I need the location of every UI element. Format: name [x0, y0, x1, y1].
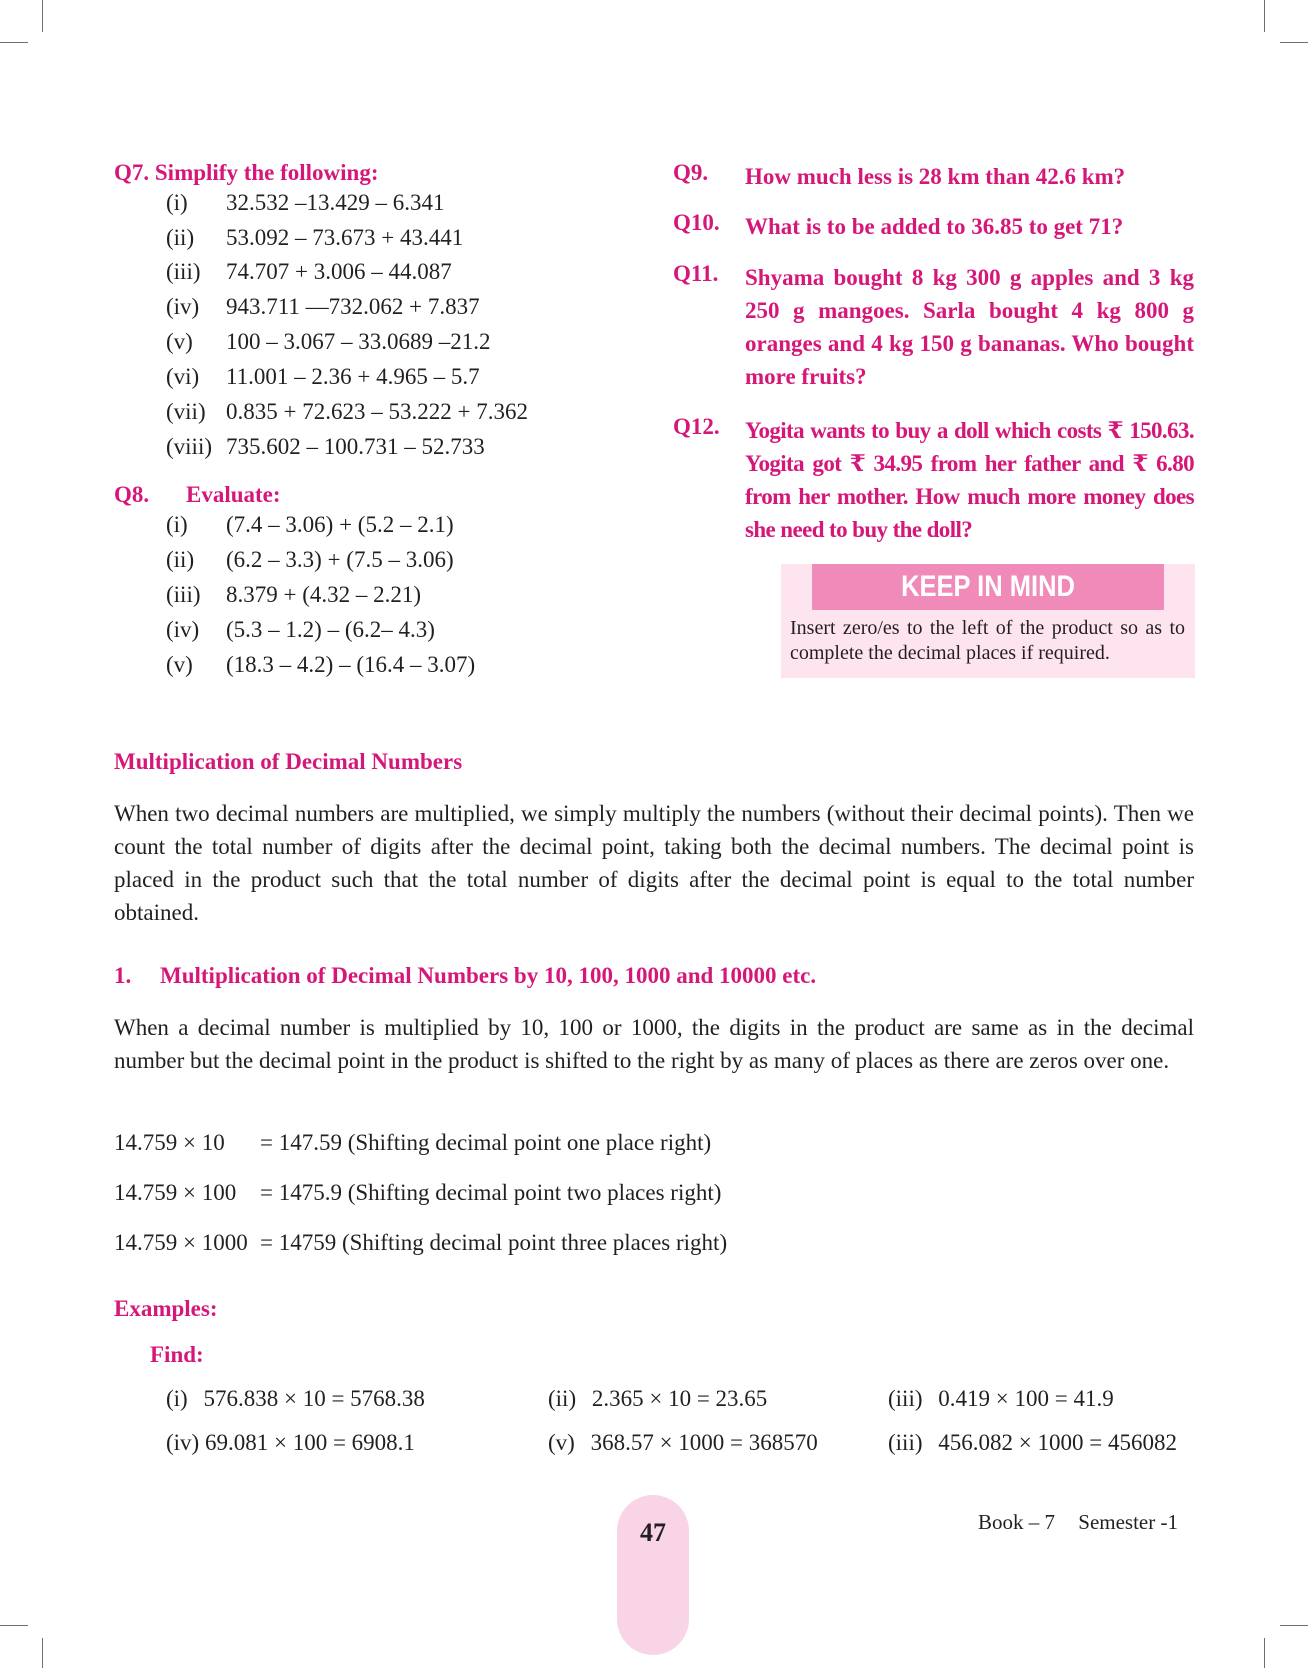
equation-row: 14.759 × 100 = 1475.9 (Shifting decimal point two places right)	[114, 1180, 722, 1205]
crop-mark	[1280, 1625, 1308, 1626]
crop-mark	[1280, 42, 1308, 43]
example-item: (iv) 69.081 × 100 = 6908.1	[166, 1430, 415, 1455]
multiplication-heading: Multiplication of Decimal Numbers	[114, 749, 463, 774]
q9-number: Q9.	[673, 160, 709, 185]
keep-in-mind-text: Insert zero/es to the left of the product so as to complete the decimal places if required.	[790, 617, 1185, 664]
example-item: (iii) 456.082 × 1000 = 456082	[888, 1430, 1177, 1455]
page-number: 47	[640, 1518, 666, 1547]
example-item: (iii) 0.419 × 100 = 41.9	[888, 1386, 1114, 1411]
find-label: Find:	[150, 1342, 204, 1367]
crop-mark	[0, 42, 28, 43]
equation-row: 14.759 × 10 = 147.59 (Shifting decimal point one place right)	[114, 1130, 712, 1155]
book-label	[978, 1510, 1178, 1535]
crop-mark	[1264, 0, 1265, 32]
q11-number: Q11.	[673, 261, 719, 286]
q12-number: Q12.	[673, 414, 720, 439]
book-number: Book – 7	[978, 1510, 1056, 1534]
example-item: (v) 368.57 × 1000 = 368570	[548, 1430, 818, 1455]
example-item: (ii) 2.365 × 10 = 23.65	[548, 1386, 768, 1411]
examples-heading: Examples:	[114, 1296, 218, 1321]
q11-text: Shyama bought 8 kg 300 g apples and 3 kg 250 g mangoes. Sarla bought 4 kg 800 g oranges and 4 kg 150 g bananas. Who bought more fruits?	[745, 265, 1194, 389]
q10-number: Q10.	[673, 210, 720, 235]
q8-heading: Evaluate:	[186, 482, 281, 507]
crop-mark	[0, 1625, 28, 1626]
crop-mark	[1264, 1638, 1265, 1668]
section-1-paragraph: When a decimal number is multiplied by 10, 100 or 1000, the digits in the product are same as in the decimal number but the decimal point in the product is shifted to the right by as many of places as there are zeros over one.	[114, 1015, 1194, 1073]
q10-text: What is to be added to 36.85 to get 71?	[745, 214, 1124, 239]
q8-label: Q8.	[114, 482, 150, 507]
keep-in-mind-title: KEEP IN MIND	[812, 564, 1164, 610]
section-1-heading: Multiplication of Decimal Numbers by 10, 100, 1000 and 10000 etc.	[160, 963, 817, 988]
keep-in-mind-box	[781, 564, 1195, 678]
crop-mark	[42, 0, 43, 32]
q7-heading: Q7. Simplify the following:	[114, 160, 379, 185]
equation-row: 14.759 × 1000 = 14759 (Shifting decimal point three places right)	[114, 1230, 728, 1255]
multiplication-paragraph: When two decimal numbers are multiplied, we simply multiply the numbers (without their decimal points). Then we count the total number of digits after the decimal point, taking both the decimal numbers. The decimal point is placed in the product such that the total number of digits after the decimal point is equal to the total number obtained.	[114, 801, 1194, 925]
q9-text: How much less is 28 km than 42.6 km?	[745, 164, 1126, 189]
crop-mark	[42, 1638, 43, 1668]
q12-text: Yogita wants to buy a doll which costs ₹ 150.63. Yogita got ₹ 34.95 from her father and ₹ 6.80 from her mother. How much more money does she need to buy the doll?	[745, 418, 1194, 542]
example-item: (i) 576.838 × 10 = 5768.38	[166, 1386, 425, 1411]
semester-label: Semester -1	[1078, 1510, 1178, 1534]
section-1-number: 1.	[114, 963, 132, 988]
